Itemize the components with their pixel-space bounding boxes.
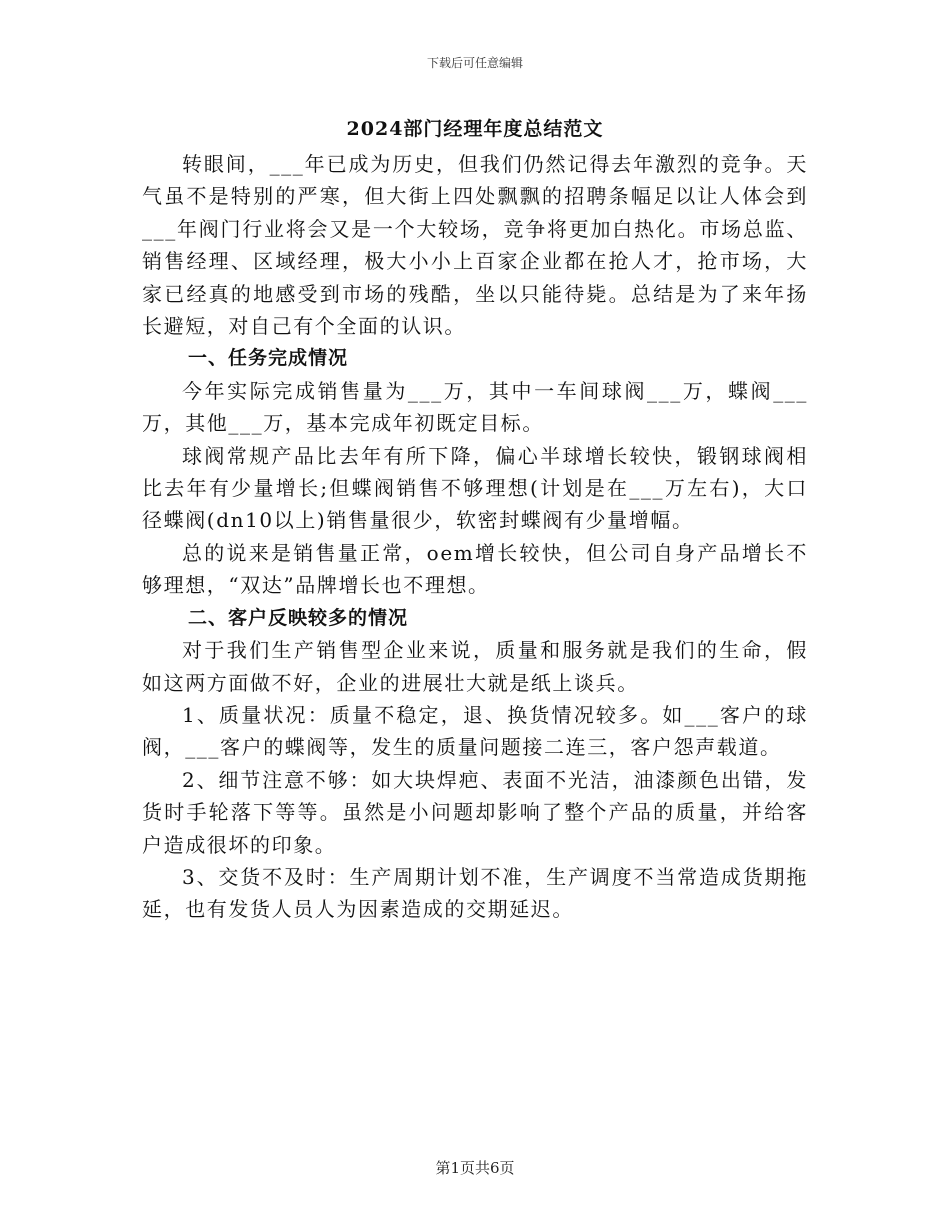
header-note: 下载后可任意编辑: [426, 56, 523, 70]
quality-status-paragraph: 1、质量状况：质量不稳定，退、换货情况较多。如___客户的球阀，___客户的蝶阀等，发生的质量问题接二连三，客户怨声载道。: [142, 702, 808, 760]
section-heading-customer-feedback: 二、客户反映较多的情况: [188, 606, 409, 629]
detail-attention-paragraph: 2、细节注意不够：如大块焊疤、表面不光洁，油漆颜色出错，发货时手轮落下等等。虽然是小问题却影响了整个产品的质量，并给客户造成很坏的印象。: [142, 767, 808, 857]
sales-volume-paragraph: 今年实际完成销售量为___万，其中一车间球阀___万，蝶阀___万，其他___万，基本完成年初既定目标。: [142, 378, 808, 436]
document-title: 2024部门经理年度总结范文: [346, 118, 604, 140]
page-number: 第1页共6页: [435, 1159, 515, 1177]
summary-paragraph: 总的说来是销售量正常，oem增长较快，但公司自身产品增长不够理想，“双达”品牌增长也不理想。: [142, 540, 808, 598]
intro-paragraph: 转眼间，___年已成为历史，但我们仍然记得去年激烈的竞争。天气虽不是特别的严寒，但大街上四处飘飘的招聘条幅足以让人体会到___年阀门行业将会又是一个大较场，竞争将更加白热化。市场总监、销售经理、区域经理，极大小小上百家企业都在抢人才，抢市场，大家已经真的地感受到市场的残酷，坐以只能待毙。总结是为了来年扬长避短，对自己有个全面的认识。: [142, 152, 808, 339]
section-heading-task-completion: 一、任务完成情况: [188, 347, 349, 370]
delivery-delay-paragraph: 3、交货不及时：生产周期计划不准，生产调度不当常造成货期拖延，也有发货人员人为因素造成的交期延迟。: [142, 864, 808, 922]
product-analysis-paragraph: 球阀常规产品比去年有所下降，偏心半球增长较快，锻钢球阀相比去年有少量增长;但蝶阀销售不够理想(计划是在___万左右)，大口径蝶阀(dn10以上)销售量很少，软密封蝶阀有少量增幅。: [142, 443, 808, 533]
document-body: [142, 148, 808, 926]
quality-service-paragraph: 对于我们生产销售型企业来说，质量和服务就是我们的生命，假如这两方面做不好，企业的进展壮大就是纸上谈兵。: [142, 638, 808, 695]
